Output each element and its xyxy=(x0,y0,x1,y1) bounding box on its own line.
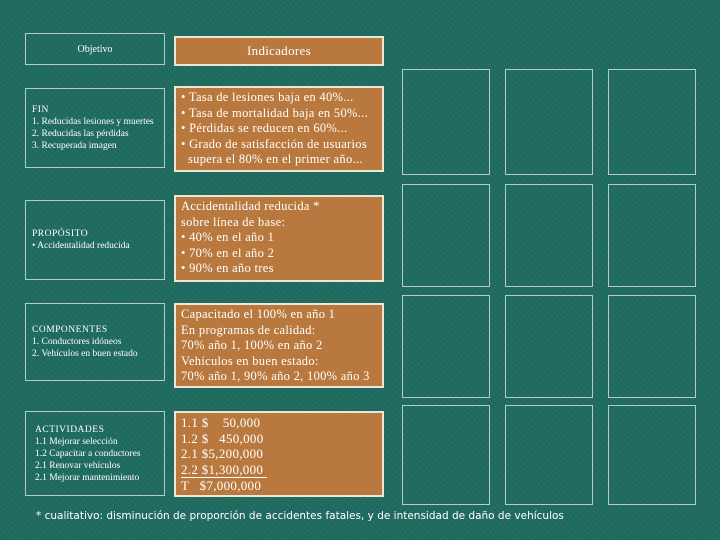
objective-line: 3. Recuperada imagen xyxy=(32,141,117,151)
objective-line: 2. Reducidas las pérdidas xyxy=(32,129,129,139)
empty-cell xyxy=(402,405,490,505)
objective-header xyxy=(25,33,165,65)
indicator-line: sobre línea de base: xyxy=(181,214,286,229)
objective-line: 2.1 Mejorar mantenimiento xyxy=(35,472,140,483)
objective-line: 1. Reducidas lesiones y muertes xyxy=(32,117,154,127)
objective-header-label: Objetivo xyxy=(77,43,113,55)
indicator-line: 70% año 1, 90% año 2, 100% año 3 xyxy=(181,369,370,383)
indicator-line: 1.2 $ 450,000 xyxy=(181,430,264,446)
indicator-cell-componentes xyxy=(174,303,384,388)
empty-cell xyxy=(505,184,593,287)
objective-cell-fin xyxy=(25,88,165,168)
objective-line: 2.1 Renovar vehículos xyxy=(35,460,121,471)
indicator-line: En programas de calidad: xyxy=(181,322,316,337)
footnote: * cualitativo: disminución de proporción de accidentes fatales, y de intensidad de daño de vehículos xyxy=(36,510,564,522)
empty-cell xyxy=(608,405,696,505)
indicator-cell-fin xyxy=(174,86,384,172)
empty-cell xyxy=(505,69,593,175)
indicators-header xyxy=(174,36,384,66)
indicator-line: Vehículos en buen estado: xyxy=(181,353,319,368)
indicators-header-label: Indicadores xyxy=(247,43,311,59)
indicator-line: • 70% en el año 2 xyxy=(181,245,275,260)
indicator-line: Capacitado el 100% en año 1 xyxy=(181,307,336,321)
empty-cell xyxy=(402,184,490,287)
indicator-cell-actividades xyxy=(174,411,384,497)
empty-cell xyxy=(608,184,696,287)
objective-cell-componentes xyxy=(25,303,165,381)
empty-cell xyxy=(608,295,696,398)
objective-line: 1. Conductores idóneos xyxy=(32,337,122,347)
indicator-line: • Pérdidas se reducen en 60%... xyxy=(181,121,348,135)
objective-title: COMPONENTES xyxy=(32,325,108,335)
indicator-line: • Grado de satisfacción de usuarios xyxy=(181,136,368,151)
empty-cell xyxy=(608,69,696,175)
indicator-line: • 90% en año tres xyxy=(181,261,274,275)
indicator-total-line: T $7,000,000 xyxy=(181,477,267,494)
objective-line: 2. Vehículos en buen estado xyxy=(32,349,138,359)
empty-cell xyxy=(505,295,593,398)
indicator-line: 70% año 1, 100% en año 2 xyxy=(181,338,323,352)
empty-cell xyxy=(402,295,490,398)
indicator-line: • Tasa de mortalidad baja en 50%... xyxy=(181,105,368,120)
empty-cell xyxy=(402,69,490,175)
objective-title: FIN xyxy=(32,105,49,115)
objective-title: PROPÓSITO xyxy=(32,229,89,239)
indicator-cell-proposito xyxy=(174,195,384,282)
indicator-line: • Tasa de lesiones baja en 40%... xyxy=(181,90,354,104)
objective-line: • Accidentalidad reducida xyxy=(32,241,130,251)
objective-cell-actividades xyxy=(25,411,165,496)
objective-line: 1.2 Capacitar a conductores xyxy=(35,448,141,459)
objective-line: 1.1 Mejorar selección xyxy=(35,436,118,447)
indicator-line: 2.2 $1,300,000 xyxy=(181,461,264,477)
indicator-line: supera el 80% en el primer año... xyxy=(188,152,363,166)
objective-cell-proposito xyxy=(25,200,165,280)
indicator-line: 1.1 $ 50,000 xyxy=(181,415,261,430)
indicator-line: • 40% en el año 1 xyxy=(181,230,275,244)
indicator-line: 2.1 $5,200,000 xyxy=(181,446,264,461)
objective-title: ACTIVIDADES xyxy=(35,424,105,435)
indicator-line: Accidentalidad reducida * xyxy=(181,199,320,213)
empty-cell xyxy=(505,405,593,505)
